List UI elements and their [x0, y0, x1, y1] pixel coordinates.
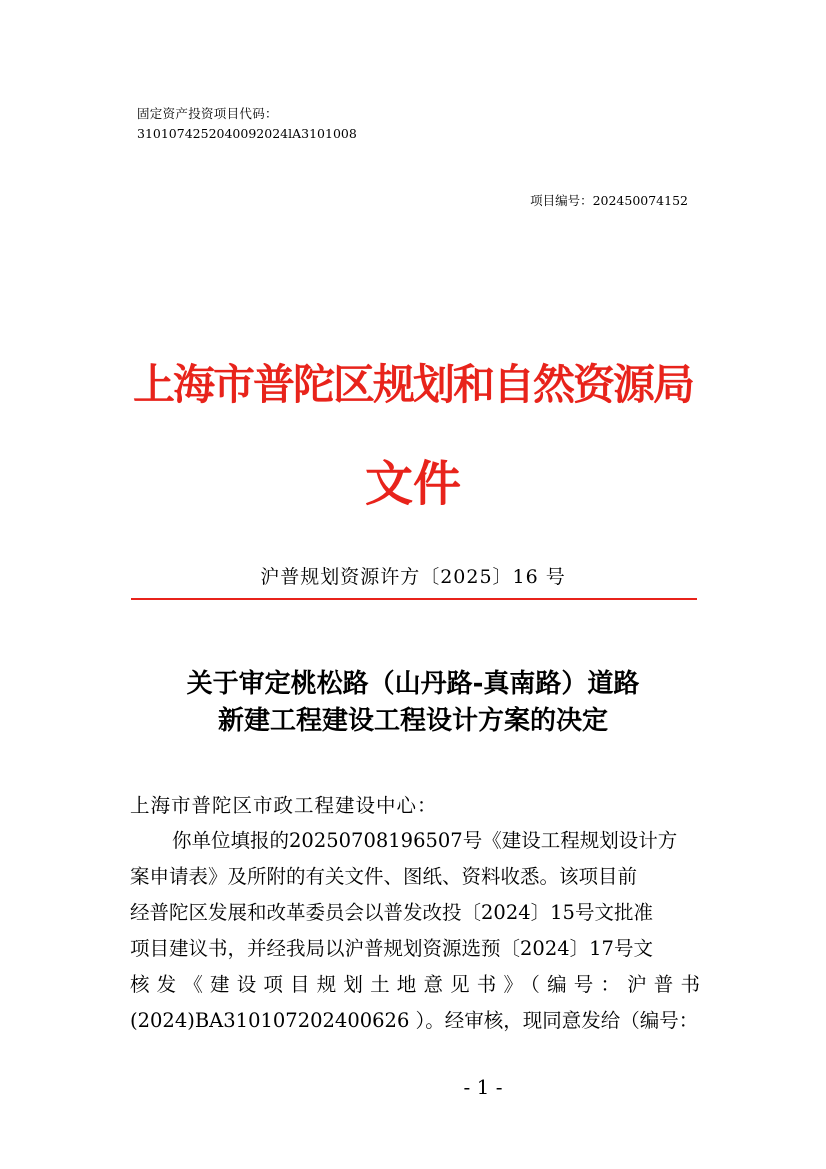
heading-line-2: 新建工程建设工程设计方案的决定 [217, 706, 608, 736]
document-number: 沪普规划资源许方〔2025〕16 号 [260, 566, 566, 588]
project-code-label: 固定资产投资项目代码： [137, 106, 278, 121]
body-line: 经普陀区发展和改革委员会以普发改投〔2024〕15号文批准 [130, 901, 653, 924]
body-line: 项目建议书，并经我局以沪普规划资源选预〔2024〕17号文 [130, 937, 653, 960]
body-line: 你单位填报的20250708196507号《建设工程规划设计方 [172, 829, 678, 852]
body-text [130, 823, 700, 1039]
project-code-value: 3101074252040092024lA3101008 [137, 126, 357, 141]
page-number: - 1 - [463, 1075, 503, 1099]
heading-line-1: 关于审定桃松路（山丹路-真南路）道路 [186, 669, 640, 699]
addressee: 上海市普陀区市政工程建设中心： [130, 794, 438, 817]
project-number: 项目编号：202450074152 [530, 193, 688, 208]
letterhead-org-title: 上海市普陀区规划和自然资源局 [132, 360, 693, 409]
document-heading [0, 666, 826, 740]
body-line: (2024)BA310107202400626 ）。经审核，现同意发给（编号： [130, 1009, 699, 1032]
letterhead-document-label: 文件 [364, 456, 461, 512]
body-line: 核发《建设项目规划土地意见书》（编号：沪普书 [130, 973, 700, 996]
red-separator-line [131, 598, 697, 600]
body-line: 案申请表》及所附的有关文件、图纸、资料收悉。该项目前 [130, 865, 638, 888]
